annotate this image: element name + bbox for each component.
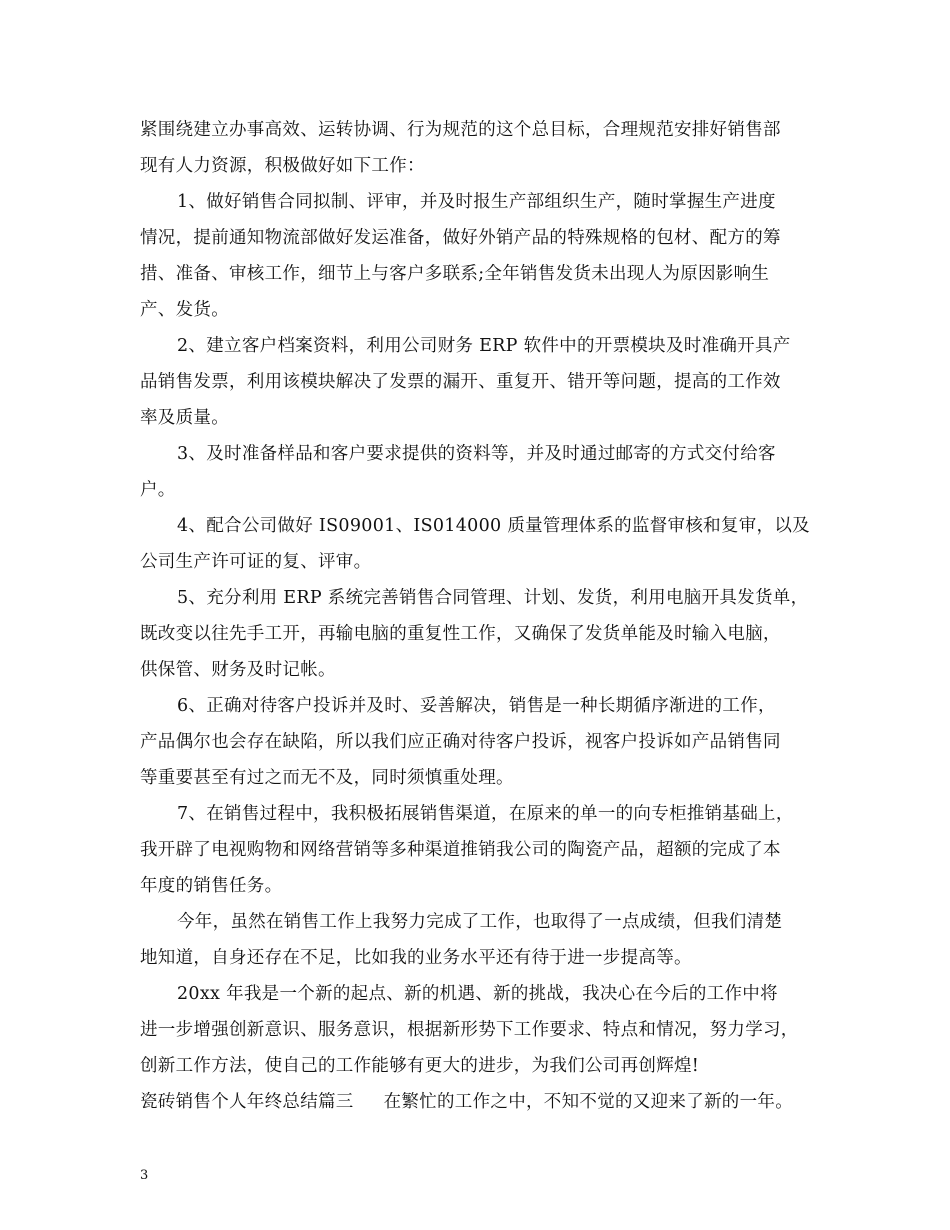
text-line: 今年，虽然在销售工作上我努力完成了工作，也取得了一点成绩，但我们清楚 bbox=[177, 912, 783, 932]
text-line: 2、建立客户档案资料，利用公司财务 ERP 软件中的开票模块及时准确开具产 bbox=[177, 336, 791, 356]
text-line: 公司生产许可证的复、评审。 bbox=[140, 552, 372, 572]
text-line: 产品偶尔也会存在缺陷，所以我们应正确对待客户投诉，视客户投诉如产品销售同 bbox=[140, 732, 781, 752]
text-line: 7、在销售过程中，我积极拓展销售渠道，在原来的单一的向专柜推销基础上， bbox=[177, 804, 794, 824]
document-body bbox=[140, 112, 822, 1120]
text-line: 现有人力资源，积极做好如下工作： bbox=[140, 156, 425, 176]
text-line: 进一步增强创新意识、服务意识，根据新形势下工作要求、特点和情况，努力学习， bbox=[140, 1020, 799, 1040]
text-line: 20xx 年我是一个新的起点、新的机遇、新的挑战，我决心在今后的工作中将 bbox=[177, 984, 778, 1004]
text-line: 创新工作方法，使自己的工作能够有更大的进步，为我们公司再创辉煌! bbox=[140, 1056, 700, 1076]
text-line: 率及质量。 bbox=[140, 408, 229, 428]
text-line: 6、正确对待客户投诉并及时、妥善解决，销售是一种长期循序渐进的工作， bbox=[177, 696, 776, 716]
text-line: 情况，提前通知物流部做好发运准备，做好外销产品的特殊规格的包材、配方的筹 bbox=[140, 228, 781, 248]
text-line: 供保管、财务及时记帐。 bbox=[140, 660, 336, 680]
text-line: 我开辟了电视购物和网络营销等多种渠道推销我公司的陶瓷产品，超额的完成了本 bbox=[140, 840, 781, 860]
text-line: 既改变以往先手工开，再输电脑的重复性工作，又确保了发货单能及时输入电脑， bbox=[140, 624, 781, 644]
text-line: 1、做好销售合同拟制、评审，并及时报生产部组织生产，随时掌握生产进度 bbox=[177, 192, 776, 212]
text-line: 地知道，自身还存在不足，比如我的业务水平还有待于进一步提高等。 bbox=[140, 948, 692, 968]
text-line: 品销售发票，利用该模块解决了发票的漏开、重复开、错开等问题，提高的工作效 bbox=[140, 372, 781, 392]
text-line: 3、及时准备样品和客户要求提供的资料等，并及时通过邮寄的方式交付给客 bbox=[177, 444, 776, 464]
text-line: 产、发货。 bbox=[140, 300, 229, 320]
section-text: 在繁忙的工作之中，不知不觉的又迎来了新的一年。 bbox=[383, 1092, 794, 1112]
text-line: 措、准备、审核工作，细节上与客户多联系;全年销售发货未出现人为原因影响生 bbox=[140, 264, 770, 284]
text-line: 等重要甚至有过之而无不及，同时须慎重处理。 bbox=[140, 768, 514, 788]
text-line: 5、充分利用 ERP 系统完善销售合同管理、计划、发货，利用电脑开具发货单， bbox=[177, 588, 809, 608]
text-line: 4、配合公司做好 IS09001、IS014000 质量管理体系的监督审核和复审，以及 bbox=[177, 516, 810, 536]
text-line: 户。 bbox=[140, 480, 176, 500]
section-title: 瓷砖销售个人年终总结篇三 bbox=[140, 1092, 354, 1112]
text-line: 紧围绕建立办事高效、运转协调、行为规范的这个总目标，合理规范安排好销售部 bbox=[140, 120, 781, 140]
last-line bbox=[140, 1084, 822, 1120]
text-line: 年度的销售任务。 bbox=[140, 876, 283, 896]
page-number: 3 bbox=[140, 1168, 149, 1183]
